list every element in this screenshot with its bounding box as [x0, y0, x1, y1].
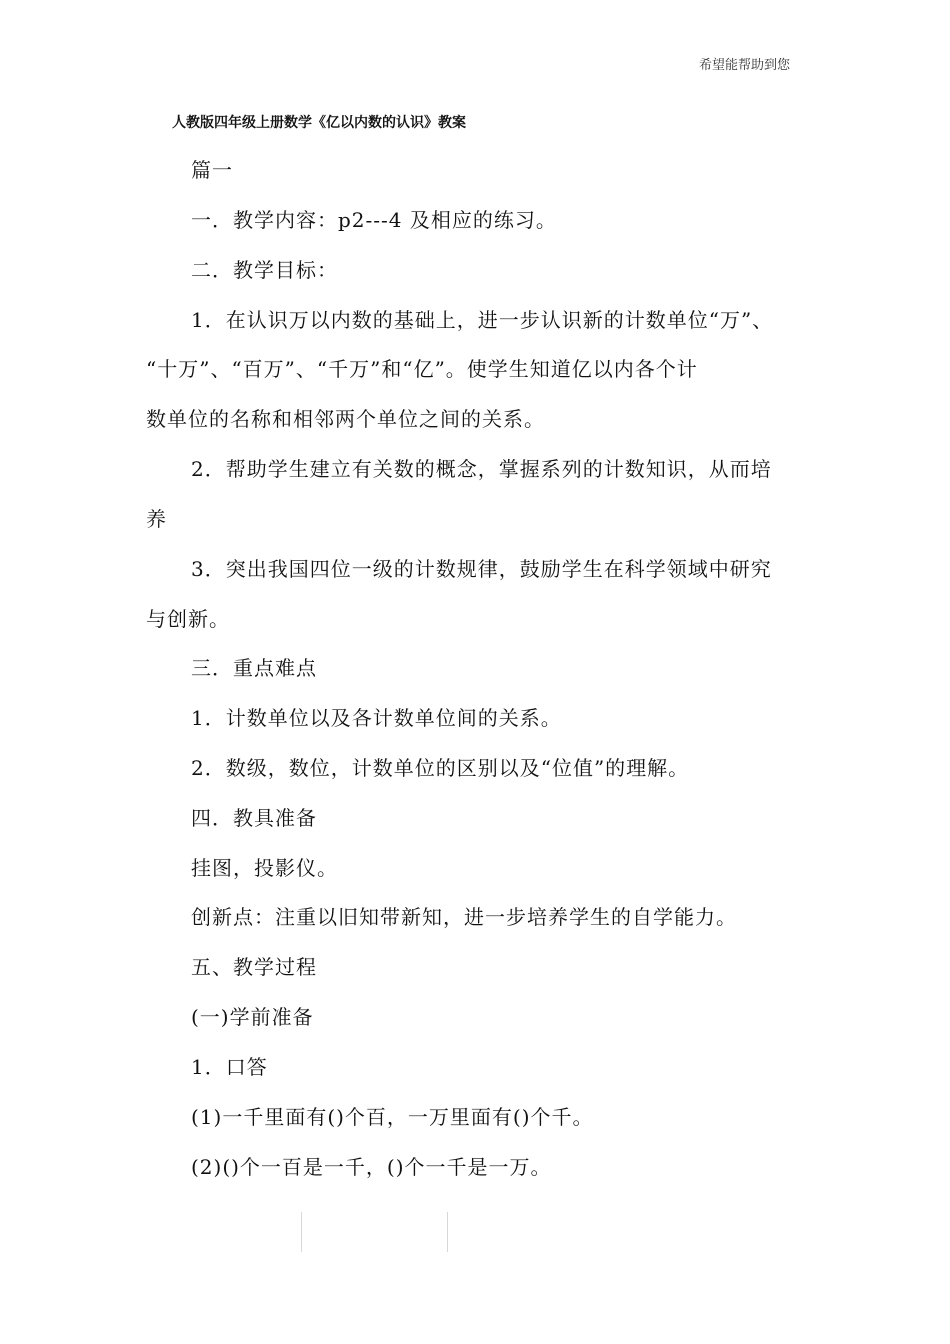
text-line: 创新点：注重以旧知带新知，进一步培养学生的自学能力。	[191, 905, 737, 929]
text-line: 数单位的名称和相邻两个单位之间的关系。	[146, 407, 545, 431]
text-line: (2)()个一百是一千，()个一千是一万。	[191, 1155, 552, 1179]
text-line: 二．教学目标：	[191, 258, 338, 282]
document-title: 人教版四年级上册数学《亿以内数的认识》教案	[172, 115, 466, 131]
text-line: 2．帮助学生建立有关数的概念，掌握系列的计数知识，从而培	[191, 457, 772, 481]
text-line: 1．口答	[191, 1055, 268, 1079]
footer-box	[301, 1212, 448, 1252]
text-line: 1．在认识万以内数的基础上，进一步认识新的计数单位“万”、	[191, 308, 774, 332]
text-line: (1)一千里面有()个百，一万里面有()个千。	[191, 1105, 594, 1129]
text-line: 2．数级，数位，计数单位的区别以及“位值”的理解。	[191, 756, 690, 780]
header-note: 希望能帮助到您	[698, 58, 790, 73]
text-line: 与创新。	[146, 607, 230, 631]
text-line: 挂图，投影仪。	[191, 856, 338, 880]
text-line: 五、教学过程	[191, 955, 317, 979]
text-line: 养	[146, 507, 167, 531]
text-line: (一)学前准备	[191, 1005, 314, 1029]
text-line: 四．教具准备	[191, 806, 317, 830]
text-line: 3．突出我国四位一级的计数规律，鼓励学生在科学领域中研究	[191, 557, 772, 581]
text-line: 一．教学内容：p2---4 及相应的练习。	[191, 208, 557, 232]
text-line: “十万”、“百万”、“千万”和“亿”。使学生知道亿以内各个计	[146, 357, 698, 381]
text-line: 1．计数单位以及各计数单位间的关系。	[191, 706, 562, 730]
text-line: 篇一	[191, 158, 233, 182]
text-line: 三．重点难点	[191, 656, 317, 680]
